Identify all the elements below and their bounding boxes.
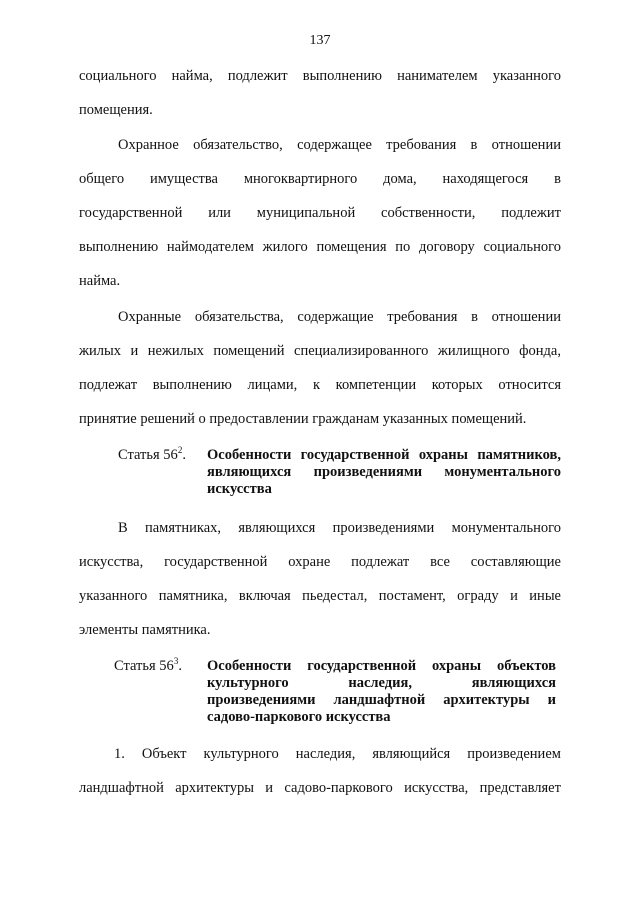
word: отношении [491, 309, 561, 325]
word: охраны [418, 447, 468, 463]
word: компетенции [335, 377, 417, 393]
word: обязательства, [194, 309, 284, 325]
article-title-line [207, 446, 561, 464]
word: Объект [141, 746, 187, 762]
word: Особенности [207, 447, 292, 463]
word: в [471, 309, 478, 325]
text-line [79, 587, 561, 605]
word: В [118, 520, 128, 536]
text-line [79, 342, 561, 360]
word: искусства, [79, 554, 144, 570]
word: и [547, 692, 556, 708]
word: имущества [149, 171, 218, 187]
word: нанимателем [397, 68, 478, 84]
word: жилого [262, 239, 308, 255]
text-line [79, 376, 561, 394]
word: подлежит [501, 205, 561, 221]
text-line: найма. [79, 273, 121, 289]
word: собственности, [381, 205, 476, 221]
word: выполнению [152, 377, 232, 393]
word: культурного [203, 746, 279, 762]
word: в [470, 137, 478, 153]
word: обязательство, [193, 137, 283, 153]
word: договору [419, 239, 475, 255]
word: иные [529, 588, 561, 604]
word: пьедестал, [302, 588, 368, 604]
word: наймодателем [166, 239, 254, 255]
word: произведениями [332, 520, 435, 536]
article-label-dot: . [178, 658, 182, 674]
word: ограду [457, 588, 499, 604]
word: монументального [444, 464, 561, 480]
page-number: 137 [309, 33, 331, 48]
word: требования [386, 137, 457, 153]
word: и [130, 343, 139, 359]
word: жилищного [437, 343, 510, 359]
word: жилых [79, 343, 122, 359]
word: нежилых [147, 343, 204, 359]
text-line: принятие решений о предоставлении гражданам указанных помещений. [79, 411, 527, 427]
word: садово-паркового [284, 780, 393, 796]
word: содержащее [297, 137, 372, 153]
text-line: помещения. [79, 102, 153, 118]
word: государственной [79, 205, 183, 221]
word: выполнению [79, 239, 159, 255]
word: архитектуры [175, 780, 254, 796]
article-superscript: 3 [173, 656, 179, 667]
word: государственной [300, 447, 410, 463]
word: лицами, [247, 377, 298, 393]
article-label-dot: . [182, 447, 186, 463]
word: содержащие [297, 309, 374, 325]
word: социального [79, 68, 157, 84]
word: требования [387, 309, 458, 325]
word: указанного [79, 588, 148, 604]
word: и [265, 780, 274, 796]
word: специализированного [294, 343, 429, 359]
word: памятниках, [144, 520, 222, 536]
text-line [79, 170, 561, 188]
word: объектов [496, 658, 556, 674]
word: произведениями [313, 464, 423, 480]
word: отношении [491, 137, 561, 153]
article-title-line [207, 657, 556, 675]
word: дома, [383, 171, 417, 187]
word: культурного [207, 675, 289, 691]
word: социального [483, 239, 561, 255]
word: государственной [164, 554, 268, 570]
article-label-text: Статья 56 [118, 447, 178, 463]
article-label [114, 657, 182, 675]
word: наследия, [348, 675, 412, 691]
article-title-line [207, 691, 556, 709]
word: Охранное [118, 137, 179, 153]
word: в [554, 171, 561, 187]
text-line [118, 136, 561, 154]
word: представляет [479, 780, 561, 796]
word: 1. [114, 746, 125, 762]
article-title-line: садово-паркового искусства [207, 709, 391, 725]
word: все [430, 554, 450, 570]
word: включая [238, 588, 291, 604]
word: помещений [213, 343, 285, 359]
text-line [79, 67, 561, 85]
text-line [79, 204, 561, 222]
word: и [510, 588, 518, 604]
word: помещения [316, 239, 387, 255]
word: найма, [171, 68, 213, 84]
word: муниципальной [256, 205, 356, 221]
text-line [118, 308, 561, 326]
word: являющихся [471, 675, 556, 691]
word: многоквартирного [243, 171, 358, 187]
word: архитектуры [443, 692, 530, 708]
word: к [312, 377, 320, 393]
word: постамент, [378, 588, 446, 604]
article-title-line: искусства [207, 481, 272, 497]
word: ландшафтной [79, 780, 164, 796]
word: которых [431, 377, 483, 393]
word: или [208, 205, 231, 221]
word: выполнению [302, 68, 382, 84]
word: монументального [451, 520, 561, 536]
text-line [114, 745, 561, 763]
word: ландшафтной [333, 692, 426, 708]
word: Особенности [207, 658, 292, 674]
word: подлежит [227, 68, 288, 84]
word: являющийся [372, 746, 451, 762]
word: памятников, [477, 447, 561, 463]
word: относится [498, 377, 561, 393]
word: являющихся [207, 464, 292, 480]
word: составляющие [470, 554, 561, 570]
word: Охранные [118, 309, 182, 325]
word: подлежат [351, 554, 410, 570]
text-line: элементы памятника. [79, 622, 211, 638]
word: охране [288, 554, 331, 570]
word: памятника, [158, 588, 228, 604]
word: указанного [492, 68, 561, 84]
text-line [79, 553, 561, 571]
article-superscript: 2 [177, 445, 183, 456]
word: произведением [467, 746, 561, 762]
word: по [395, 239, 411, 255]
article-label [118, 446, 186, 464]
word: фонда, [519, 343, 561, 359]
text-line [79, 779, 561, 797]
word: находящегося [442, 171, 529, 187]
article-title-line [207, 463, 561, 481]
word: охраны [431, 658, 482, 674]
word: искусства, [404, 780, 469, 796]
text-line [118, 519, 561, 537]
article-label-text: Статья 56 [114, 658, 174, 674]
word: являющихся [238, 520, 316, 536]
word: наследия, [295, 746, 356, 762]
article-title-line [207, 674, 556, 692]
word: подлежат [79, 377, 138, 393]
word: произведениями [207, 692, 316, 708]
text-line [79, 238, 561, 256]
word: общего [79, 171, 125, 187]
word: государственной [307, 658, 417, 674]
